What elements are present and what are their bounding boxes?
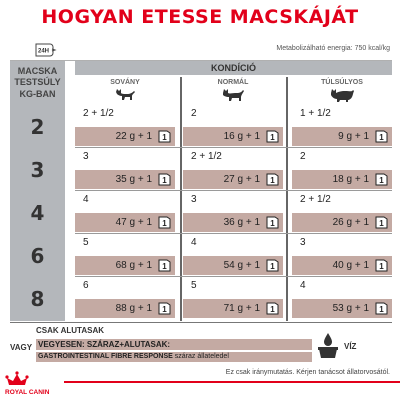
column-divider	[180, 77, 182, 321]
pouch-count: 1	[270, 219, 275, 228]
wet-portion: 18 g + 1	[332, 174, 369, 185]
dry-portion: 3	[300, 237, 306, 248]
wet-portion-bar	[183, 170, 283, 189]
bottom-divider	[10, 322, 392, 323]
column-label-overweight: TÚLSÚLYOS	[321, 79, 363, 86]
pouch-icon	[266, 129, 279, 143]
weight-header-line-1: MACSKA	[17, 66, 58, 77]
wet-portion-bar	[75, 256, 175, 275]
wet-portion-bar	[75, 170, 175, 189]
24h-badge-icon	[33, 42, 57, 58]
legend-dry-food-name: GASTROINTESTINAL FIBRE RESPONSE	[38, 353, 173, 360]
weight-column	[10, 105, 65, 321]
wet-portion: 71 g + 1	[223, 303, 260, 314]
pouch-count: 1	[379, 305, 384, 314]
water-bowl-icon	[317, 332, 339, 360]
pouch-count: 1	[379, 262, 384, 271]
pouch-count: 1	[162, 305, 167, 314]
wet-portion-bar	[75, 213, 175, 232]
pouch-icon	[375, 258, 388, 272]
dry-portion: 2	[300, 151, 306, 162]
feeding-cell	[75, 148, 175, 191]
wet-portion: 68 g + 1	[115, 260, 152, 271]
wet-portion: 9 g + 1	[338, 131, 369, 142]
wet-portion-bar	[292, 213, 392, 232]
pouch-count: 1	[162, 219, 167, 228]
pouch-icon	[266, 172, 279, 186]
dry-portion: 4	[191, 237, 197, 248]
pouch-icon	[375, 301, 388, 315]
legend-mixed: VEGYESEN: SZÁRAZ+ALUTASAK:	[36, 339, 312, 350]
wet-portion-bar	[75, 127, 175, 146]
condition-header: KONDÍCIÓ	[75, 61, 392, 75]
wet-portion: 54 g + 1	[223, 260, 260, 271]
wet-portion-bar	[183, 127, 283, 146]
wet-portion-bar	[292, 127, 392, 146]
column-label-normal: NORMÁL	[217, 79, 249, 86]
wet-portion: 26 g + 1	[332, 217, 369, 228]
pouch-count: 1	[162, 262, 167, 271]
weight-value: 2	[30, 114, 45, 139]
dry-portion: 4	[300, 280, 306, 291]
dry-portion: 6	[83, 280, 89, 291]
footer-note: Ez csak iránymutatás. Kérjen tanácsot állatorvosától.	[225, 369, 390, 376]
dry-portion: 2 + 1/2	[191, 151, 222, 162]
pouch-icon	[158, 172, 171, 186]
wet-portion-bar	[183, 213, 283, 232]
wet-portion-bar	[75, 299, 175, 318]
dry-portion: 5	[191, 280, 197, 291]
column-normal	[183, 77, 283, 104]
weight-value: 6	[30, 243, 45, 268]
pouch-count: 1	[270, 133, 275, 142]
legend-water: VÍZ	[344, 342, 357, 351]
weight-header-line-3: KG-BAN	[19, 88, 56, 99]
pouch-icon	[266, 215, 279, 229]
pouch-count: 1	[270, 176, 275, 185]
pouch-icon	[266, 258, 279, 272]
column-overweight	[292, 77, 392, 104]
pouch-count: 1	[379, 133, 384, 142]
pouch-count: 1	[379, 176, 384, 185]
feeding-cell	[292, 105, 392, 148]
page-title: HOGYAN ETESSE MACSKÁJÁT	[41, 6, 359, 28]
metabolic-energy: Metabolizálható energia: 750 kcal/kg	[276, 45, 390, 52]
feeding-cell	[75, 191, 175, 234]
dry-portion: 2	[191, 108, 197, 119]
feeding-cell	[75, 105, 175, 148]
pouch-count: 1	[270, 262, 275, 271]
dry-portion: 1 + 1/2	[300, 108, 331, 119]
legend-or: VAGY	[10, 343, 33, 352]
24h-badge-text: 24H	[37, 48, 50, 55]
wet-portion-bar	[292, 256, 392, 275]
legend-pouch-only: CSAK ALUTASAK	[36, 326, 104, 335]
dry-portion: 4	[83, 194, 89, 205]
wet-portion: 27 g + 1	[223, 174, 260, 185]
wet-portion: 47 g + 1	[115, 217, 152, 228]
dry-portion: 3	[83, 151, 89, 162]
wet-portion-bar	[183, 256, 283, 275]
feeding-cell	[183, 105, 283, 148]
weight-header	[10, 61, 65, 105]
pouch-count: 1	[162, 176, 167, 185]
wet-portion-bar	[183, 299, 283, 318]
svg-text:ROYAL CANIN: ROYAL CANIN	[5, 389, 50, 396]
pouch-count: 1	[379, 219, 384, 228]
pouch-icon	[158, 258, 171, 272]
legend-dry-food-type: száraz állateledel	[172, 353, 229, 360]
dry-portion: 2 + 1/2	[300, 194, 331, 205]
dry-portion: 5	[83, 237, 89, 248]
feeding-cell	[183, 191, 283, 234]
column-thin	[75, 77, 175, 104]
column-label-thin: SOVÁNY	[110, 79, 140, 86]
wet-portion: 88 g + 1	[115, 303, 152, 314]
wet-portion: 35 g + 1	[115, 174, 152, 185]
pouch-icon	[266, 301, 279, 315]
weight-value: 3	[30, 157, 45, 182]
pouch-icon	[158, 301, 171, 315]
dry-portion: 2 + 1/2	[83, 108, 114, 119]
brand-line	[64, 381, 400, 383]
weight-value: 4	[30, 200, 45, 225]
cat-normal-icon	[221, 88, 245, 102]
legend-dry-food	[36, 352, 312, 362]
royal-canin-crown-logo	[3, 370, 63, 398]
feeding-cell	[183, 148, 283, 191]
pouch-icon	[375, 129, 388, 143]
column-divider	[286, 77, 288, 321]
pouch-count: 1	[270, 305, 275, 314]
weight-value: 8	[30, 286, 45, 311]
pouch-icon	[158, 215, 171, 229]
dry-portion: 3	[191, 194, 197, 205]
feeding-cell	[75, 234, 175, 277]
feeding-cell	[183, 234, 283, 277]
pouch-icon	[375, 215, 388, 229]
cat-thin-icon	[114, 88, 136, 101]
pouch-icon	[158, 129, 171, 143]
cat-fat-icon	[329, 88, 355, 103]
wet-portion: 22 g + 1	[115, 131, 152, 142]
feeding-cell	[292, 277, 392, 320]
wet-portion: 16 g + 1	[223, 131, 260, 142]
feeding-cell	[292, 191, 392, 234]
pouch-icon	[375, 172, 388, 186]
feeding-cell	[75, 277, 175, 320]
wet-portion-bar	[292, 299, 392, 318]
wet-portion: 40 g + 1	[332, 260, 369, 271]
feeding-cell	[292, 148, 392, 191]
pouch-count: 1	[162, 133, 167, 142]
wet-portion: 36 g + 1	[223, 217, 260, 228]
weight-header-line-2: TESTSÚLY	[14, 77, 61, 88]
wet-portion-bar	[292, 170, 392, 189]
feeding-cell	[292, 234, 392, 277]
wet-portion: 53 g + 1	[332, 303, 369, 314]
feeding-cell	[183, 277, 283, 320]
